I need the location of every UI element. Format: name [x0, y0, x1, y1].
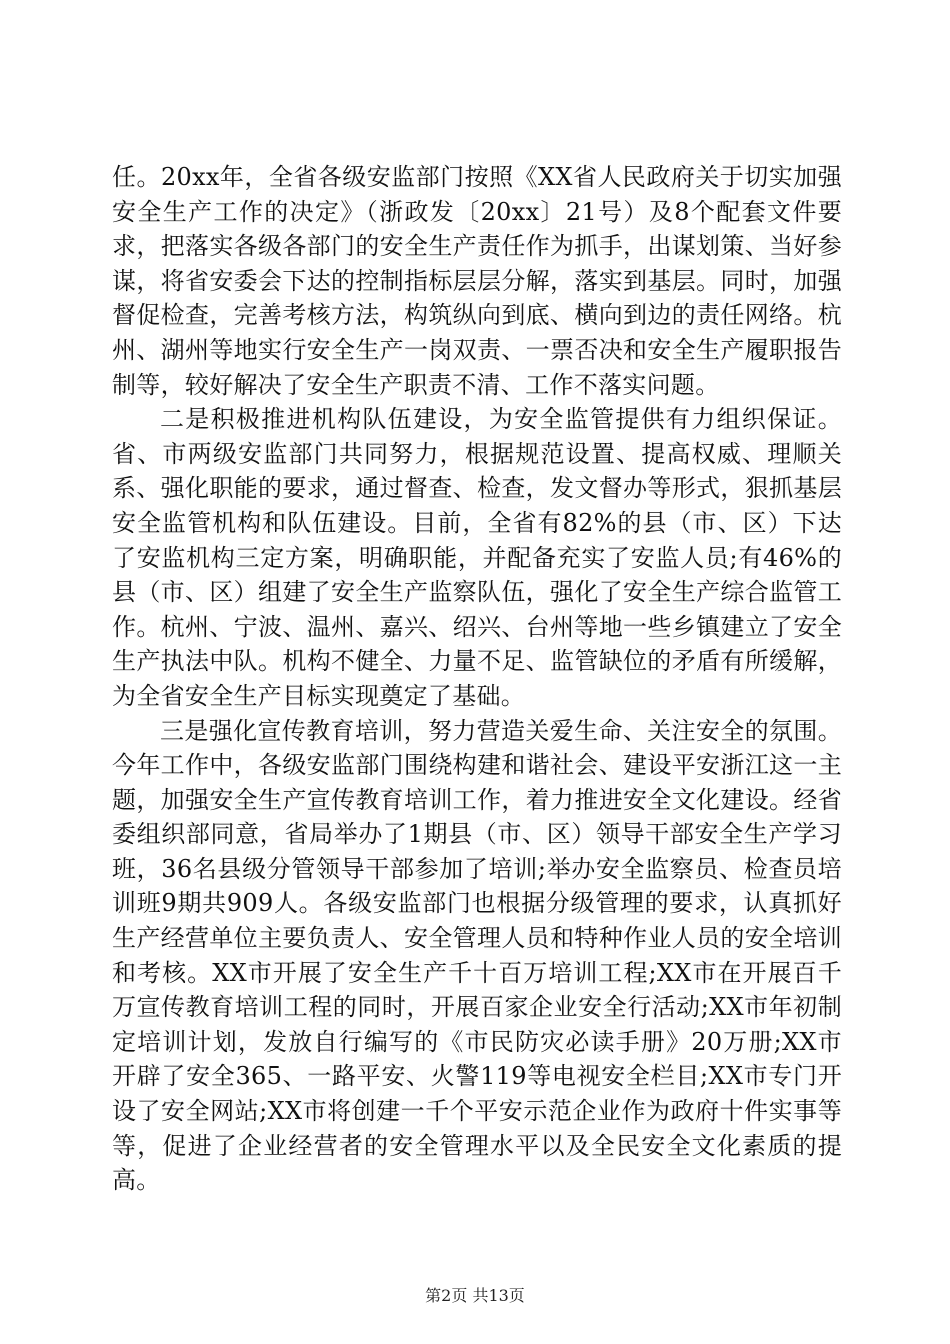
- paragraph-education-training: 三是强化宣传教育培训，努力营造关爱生命、关注安全的氛围。今年工作中，各级安监部门围绕构建和谐社会、建设平安浙江这一主题，加强安全生产宣传教育培训工作，着力推进安全文化建设。经省委组织部同意，省局举办了1期县（市、区）领导干部安全生产学习班，36名县级分管领导干部参加了培训;举办安全监察员、检查员培训班9期共909人。各级安监部门也根据分级管理的要求，认真抓好生产经营单位主要负责人、安全管理人员和特种作业人员的安全培训和考核。XX市开展了安全生产千十百万培训工程;XX市在开展百千万宣传教育培训工程的同时，开展百家企业安全行活动;XX市年初制定培训计划，发放自行编写的《市民防灾必读手册》20万册;XX市开辟了安全365、一路平安、火警119等电视安全栏目;XX市专门开设了安全网站;XX市将创建一千个平安示范企业作为政府十件实事等等，促进了企业经营者的安全管理水平以及全民安全文化素质的提高。: [112, 716, 842, 1195]
- document-body: [112, 160, 842, 1198]
- paragraph-continuation: 任。20xx年，全省各级安监部门按照《XX省人民政府关于切实加强安全生产工作的决定》（浙政发〔20xx〕21号）及8个配套文件要求，把落实各级各部门的安全生产责任作为抓手，出谋划策、当好参谋，将省安委会下达的控制指标层层分解，落实到基层。同时，加强督促检查，完善考核方法，构筑纵向到底、横向到边的责任网络。杭州、湖州等地实行安全生产一岗双责、一票否决和安全生产履职报告制等，较好解决了安全生产职责不清、工作不落实问题。: [112, 163, 842, 399]
- paragraph-organization-building: 二是积极推进机构队伍建设，为安全监管提供有力组织保证。省、市两级安监部门共同努力，根据规范设置、提高权威、理顺关系、强化职能的要求，通过督查、检查，发文督办等形式，狠抓基层安全监管机构和队伍建设。目前，全省有82%的县（市、区）下达了安监机构三定方案，明确职能，并配备充实了安监人员;有46%的县（市、区）组建了安全生产监察队伍，强化了安全生产综合监管工作。杭州、宁波、温州、嘉兴、绍兴、台州等地一些乡镇建立了安全生产执法中队。机构不健全、力量不足、监管缺位的矛盾有所缓解，为全省安全生产目标实现奠定了基础。: [112, 405, 842, 710]
- page-number-footer: 第2页 共13页: [425, 1286, 525, 1305]
